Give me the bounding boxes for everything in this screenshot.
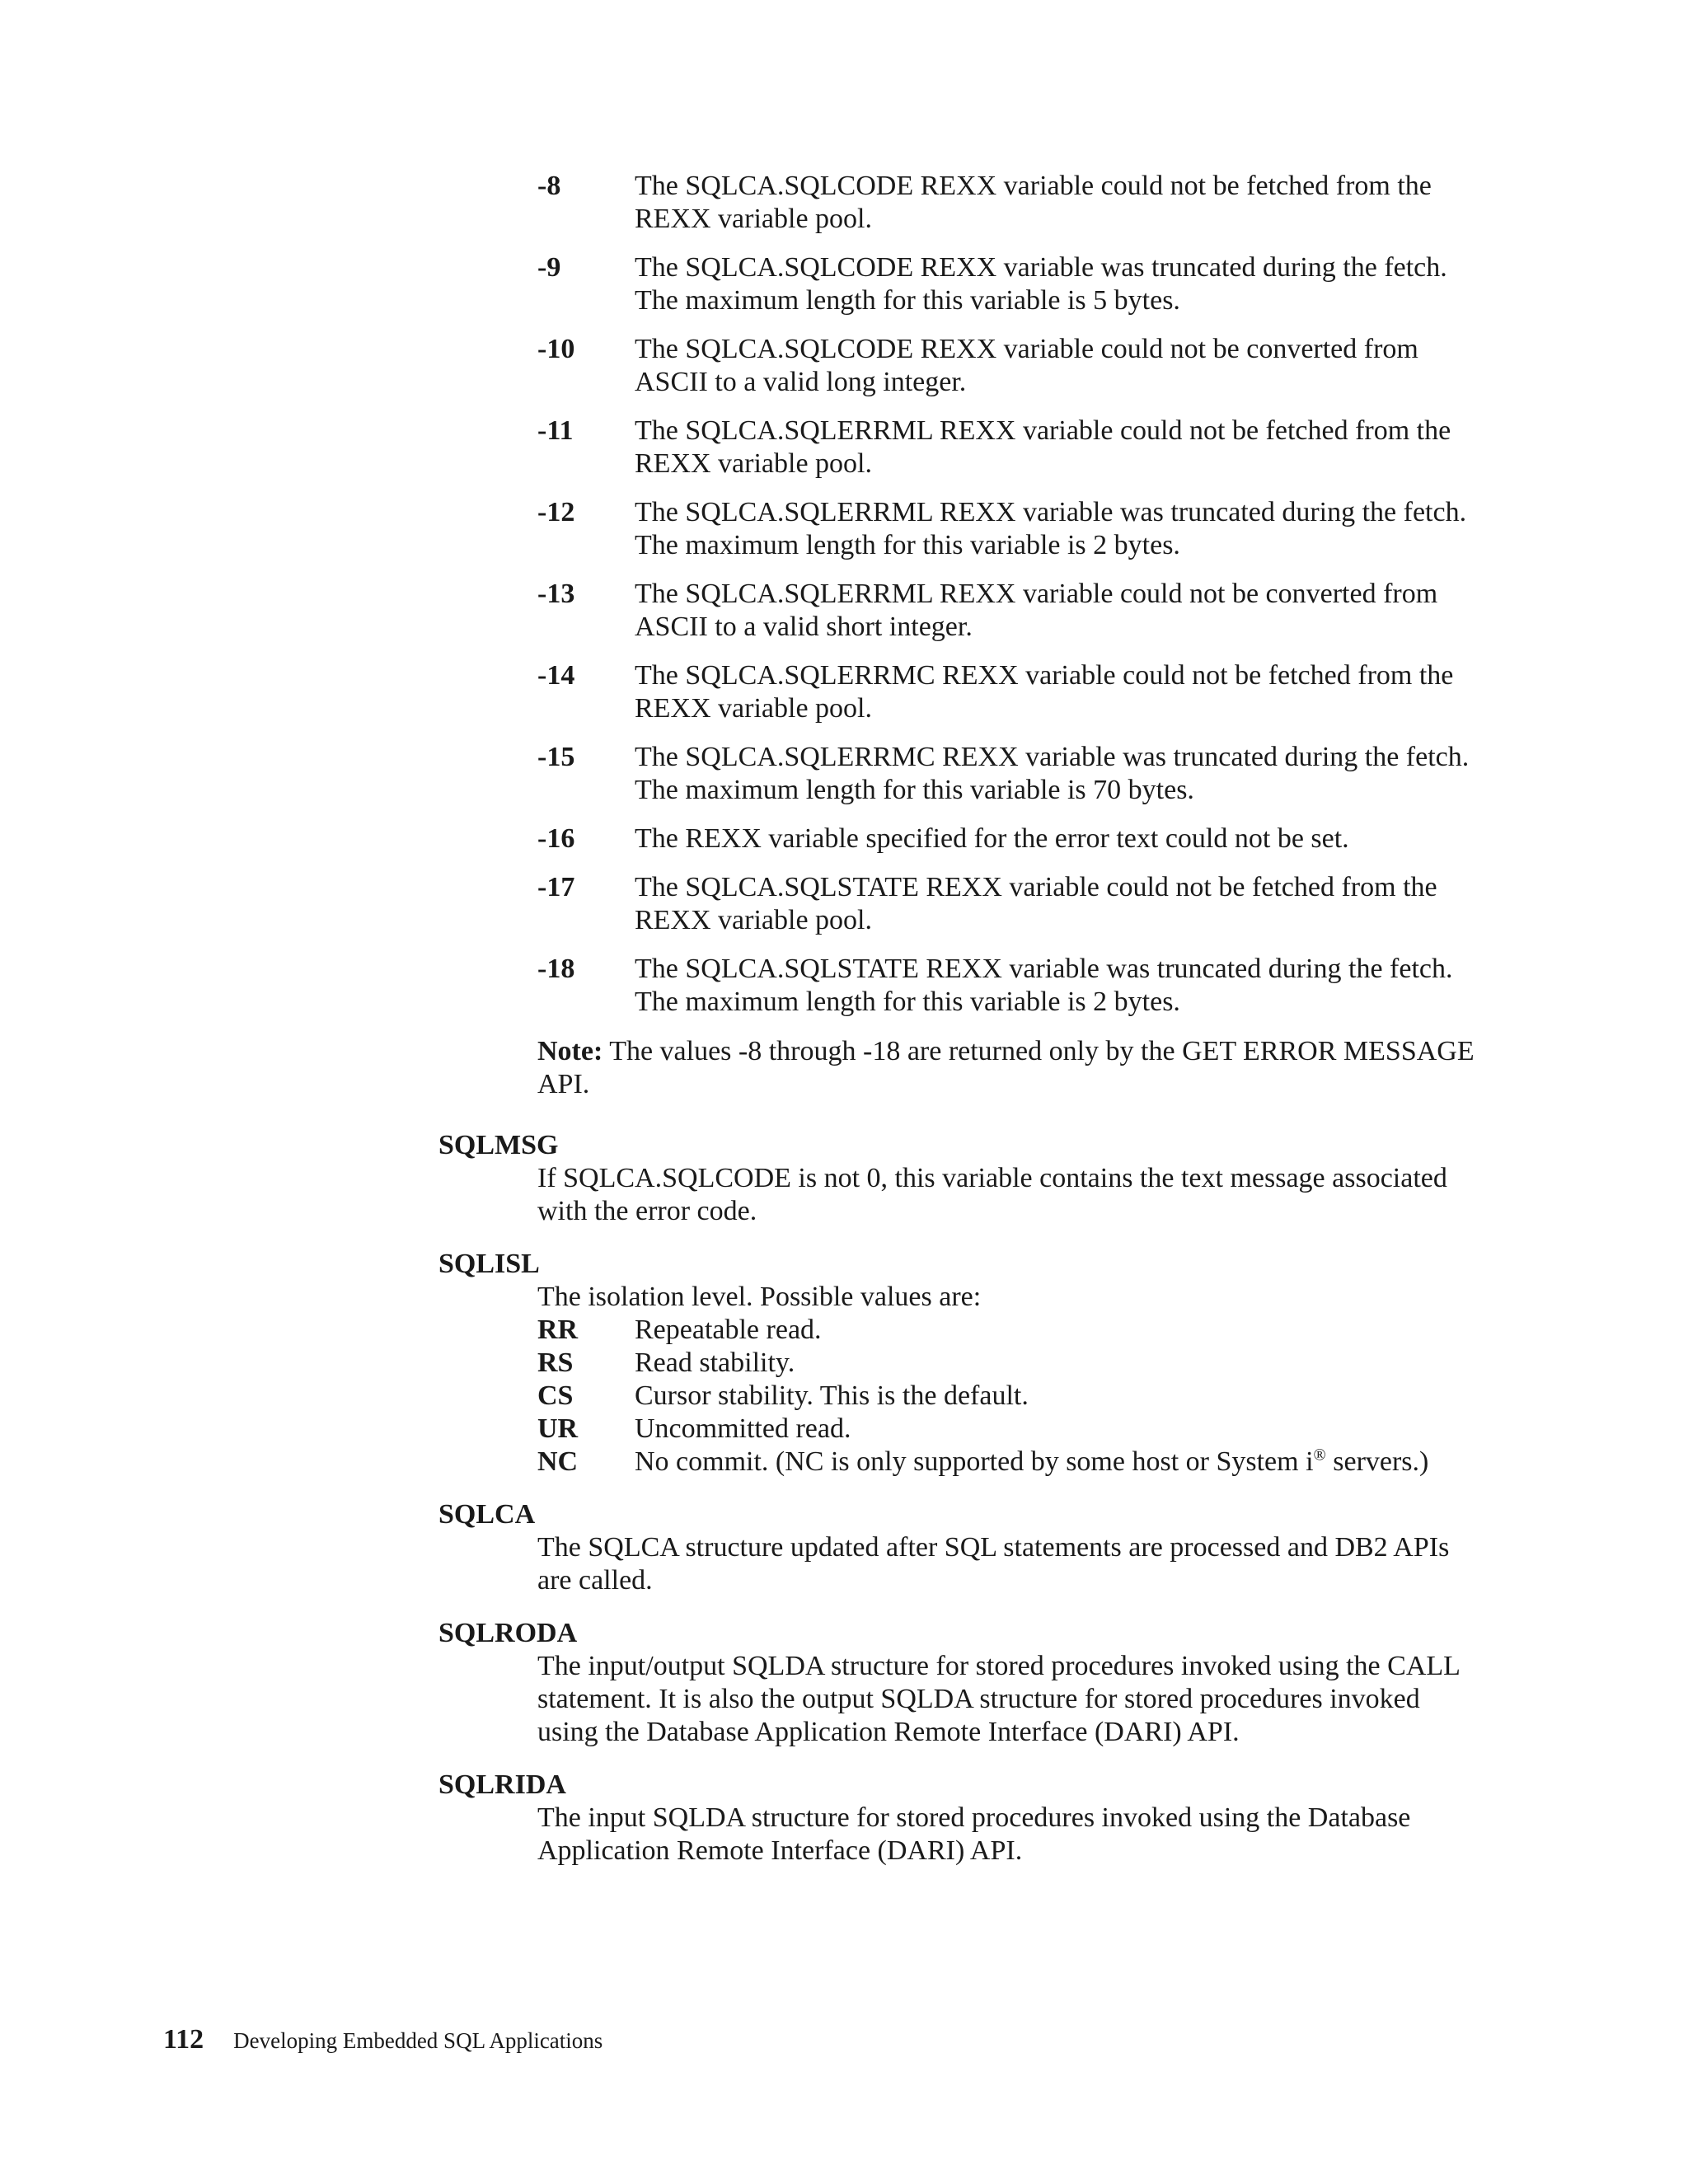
return-code-description: The REXX variable specified for the error text could not be set. xyxy=(635,823,1349,854)
return-code-entry xyxy=(537,741,1485,807)
return-code-entry xyxy=(537,659,1485,725)
return-code: -11 xyxy=(537,415,574,446)
isolation-level-item xyxy=(537,1347,1485,1380)
return-code-description: The SQLCA.SQLERRML REXX variable could not be fetched from the REXX variable pool. xyxy=(635,415,1451,479)
isolation-level-text: No commit. (NC is only supported by some host or System i xyxy=(635,1446,1314,1477)
definition-list xyxy=(438,1129,1485,1887)
return-code-entry xyxy=(537,333,1485,399)
registered-trademark-symbol: ® xyxy=(1313,1446,1326,1465)
isolation-level-code: CS xyxy=(537,1380,574,1411)
return-code-description: The SQLCA.SQLERRML REXX variable could not be converted from ASCII to a valid short integer. xyxy=(635,579,1438,642)
isolation-level-description: Read stability. xyxy=(635,1347,795,1378)
definition-sqlroda xyxy=(438,1617,1485,1749)
isolation-level-item xyxy=(537,1446,1485,1479)
definition-description: The isolation level. Possible values are: xyxy=(537,1282,982,1312)
isolation-level-code: UR xyxy=(537,1413,579,1444)
isolation-level-description xyxy=(635,1446,1485,1479)
return-code-description: The SQLCA.SQLERRMC REXX variable was truncated during the fetch. The maximum length for this variable is 70 bytes. xyxy=(635,742,1470,805)
note-paragraph xyxy=(537,1035,1485,1101)
return-code-entry xyxy=(537,170,1485,236)
note-text: The values -8 through -18 are returned only by the GET ERROR MESSAGE API. xyxy=(537,1036,1475,1099)
definition-term: SQLRIDA xyxy=(438,1769,566,1800)
return-code: -9 xyxy=(537,252,561,283)
return-code: -12 xyxy=(537,497,575,527)
return-code-entry xyxy=(537,496,1485,562)
definition-term: SQLMSG xyxy=(438,1130,559,1160)
isolation-level-code: RR xyxy=(537,1315,579,1345)
isolation-level-description: Cursor stability. This is the default. xyxy=(635,1380,1029,1411)
isolation-level-item xyxy=(537,1380,1485,1413)
return-code-description: The SQLCA.SQLCODE REXX variable could not be fetched from the REXX variable pool. xyxy=(635,171,1432,234)
return-code: -10 xyxy=(537,334,575,364)
isolation-level-item xyxy=(537,1413,1485,1446)
isolation-level-code: RS xyxy=(537,1347,574,1378)
isolation-level-list xyxy=(537,1314,1485,1479)
definition-description: The SQLCA structure updated after SQL statements are processed and DB2 APIs are called. xyxy=(537,1532,1450,1596)
book-title: Developing Embedded SQL Applications xyxy=(233,2028,603,2053)
return-code: -8 xyxy=(537,171,561,201)
return-code-description: The SQLCA.SQLSTATE REXX variable was truncated during the fetch. The maximum length for this variable is 2 bytes. xyxy=(635,954,1453,1017)
page-footer xyxy=(163,2024,603,2055)
return-code: -15 xyxy=(537,742,575,772)
definition-sqlisl xyxy=(438,1248,1485,1479)
return-code: -18 xyxy=(537,954,575,984)
definition-description: The input SQLDA structure for stored procedures invoked using the Database Application Remote Interface (DARI) API. xyxy=(537,1802,1411,1866)
return-code-entry xyxy=(537,415,1485,480)
definition-term: SQLISL xyxy=(438,1249,540,1279)
definition-description: The input/output SQLDA structure for stored procedures invoked using the CALL statement. It is also the output SQLDA structure for stored procedures invoked using the Database Application Remote Interface (DARI) API. xyxy=(537,1651,1460,1747)
return-code-entry xyxy=(537,251,1485,317)
return-code: -14 xyxy=(537,660,575,691)
return-code-description: The SQLCA.SQLCODE REXX variable was truncated during the fetch. The maximum length for this variable is 5 bytes. xyxy=(635,252,1447,316)
note-label: Note: xyxy=(537,1036,603,1066)
return-code-list xyxy=(537,170,1485,1101)
isolation-level-description: Uncommitted read. xyxy=(635,1413,851,1444)
definition-sqlca xyxy=(438,1498,1485,1597)
return-code-entry xyxy=(537,823,1485,855)
return-code-entry xyxy=(537,578,1485,644)
return-code-description: The SQLCA.SQLCODE REXX variable could not be converted from ASCII to a valid long integer. xyxy=(635,334,1418,397)
definition-description: If SQLCA.SQLCODE is not 0, this variable contains the text message associated with the error code. xyxy=(537,1163,1447,1226)
isolation-level-text-continued: servers.) xyxy=(1325,1446,1429,1477)
return-code: -13 xyxy=(537,579,575,609)
return-code-description: The SQLCA.SQLERRMC REXX variable could not be fetched from the REXX variable pool. xyxy=(635,660,1454,724)
return-code-description: The SQLCA.SQLSTATE REXX variable could not be fetched from the REXX variable pool. xyxy=(635,872,1437,935)
definition-sqlmsg xyxy=(438,1129,1485,1228)
definition-term: SQLCA xyxy=(438,1499,536,1530)
isolation-level-item xyxy=(537,1314,1485,1347)
definition-term: SQLRODA xyxy=(438,1618,578,1648)
return-code-description: The SQLCA.SQLERRML REXX variable was truncated during the fetch. The maximum length for this variable is 2 bytes. xyxy=(635,497,1467,560)
return-code: -17 xyxy=(537,872,575,902)
isolation-level-code: NC xyxy=(537,1446,579,1477)
isolation-level-description: Repeatable read. xyxy=(635,1315,822,1345)
page-number: 112 xyxy=(163,2024,204,2055)
return-code-entry xyxy=(537,871,1485,937)
return-code: -16 xyxy=(537,823,575,854)
return-code-entry xyxy=(537,953,1485,1019)
definition-sqlrida xyxy=(438,1769,1485,1868)
